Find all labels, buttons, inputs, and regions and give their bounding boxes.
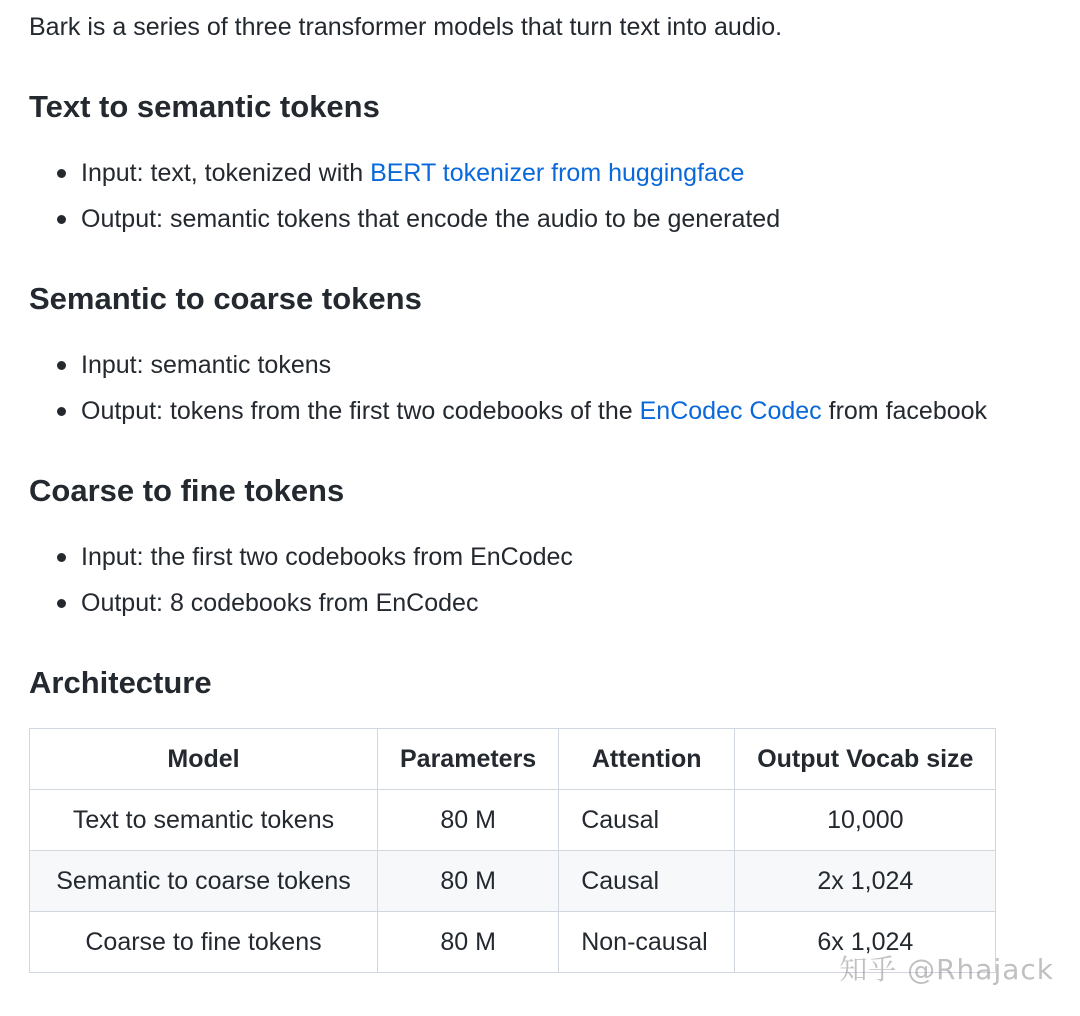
cell-vocab-size: 2x 1,024 <box>735 851 996 912</box>
section-heading-text-to-semantic: Text to semantic tokens <box>29 89 380 124</box>
section-list-coarse-to-fine <box>29 540 573 632</box>
cell-attention: Non-causal <box>559 912 735 973</box>
column-header-parameters: Parameters <box>378 729 559 790</box>
table-row <box>30 790 996 851</box>
cell-vocab-size: 10,000 <box>735 790 996 851</box>
table-header-row <box>30 729 996 790</box>
column-header-vocab-size: Output Vocab size <box>735 729 996 790</box>
cell-parameters: 80 M <box>378 912 559 973</box>
cell-parameters: 80 M <box>378 851 559 912</box>
cell-attention: Causal <box>559 851 735 912</box>
watermark: 知乎 @Rhajack <box>839 953 1054 986</box>
section-list-text-to-semantic <box>29 156 780 248</box>
bert-tokenizer-link[interactable]: BERT tokenizer from huggingface <box>370 159 745 187</box>
intro-paragraph: Bark is a series of three transformer models that turn text into audio. <box>29 13 783 41</box>
bullet-icon <box>57 169 66 178</box>
list-item-text: Output: 8 codebooks from EnCodec <box>81 589 479 617</box>
list-item <box>29 348 987 394</box>
list-item-text-suffix: from facebook <box>821 397 988 425</box>
bullet-icon <box>57 407 66 416</box>
list-item-text: Input: text, tokenized with <box>81 159 371 187</box>
bullet-icon <box>57 361 66 370</box>
list-item <box>29 156 780 202</box>
list-item-text: Input: semantic tokens <box>81 351 332 379</box>
bullet-icon <box>57 599 66 608</box>
encodec-codec-link[interactable]: EnCodec Codec <box>639 397 822 425</box>
section-heading-coarse-to-fine: Coarse to fine tokens <box>29 473 345 508</box>
list-item-text: Output: semantic tokens that encode the audio to be generated <box>81 205 781 233</box>
list-item <box>29 394 987 440</box>
list-item <box>29 202 780 248</box>
table-row <box>30 851 996 912</box>
list-item <box>29 586 573 632</box>
architecture-table <box>29 728 996 973</box>
list-item-text: Output: tokens from the first two codebooks of the <box>81 397 640 425</box>
cell-vocab-size: 6x 1,024 <box>735 912 996 973</box>
list-item <box>29 540 573 586</box>
cell-model: Text to semantic tokens <box>30 790 378 851</box>
cell-parameters: 80 M <box>378 790 559 851</box>
bullet-icon <box>57 215 66 224</box>
section-heading-architecture: Architecture <box>29 665 212 700</box>
cell-attention: Causal <box>559 790 735 851</box>
bullet-icon <box>57 553 66 562</box>
section-heading-semantic-to-coarse: Semantic to coarse tokens <box>29 281 422 316</box>
list-item-text: Input: the first two codebooks from EnCodec <box>81 543 573 571</box>
cell-model: Semantic to coarse tokens <box>30 851 378 912</box>
section-list-semantic-to-coarse <box>29 348 987 440</box>
column-header-attention: Attention <box>559 729 735 790</box>
column-header-model: Model <box>30 729 378 790</box>
cell-model: Coarse to fine tokens <box>30 912 378 973</box>
